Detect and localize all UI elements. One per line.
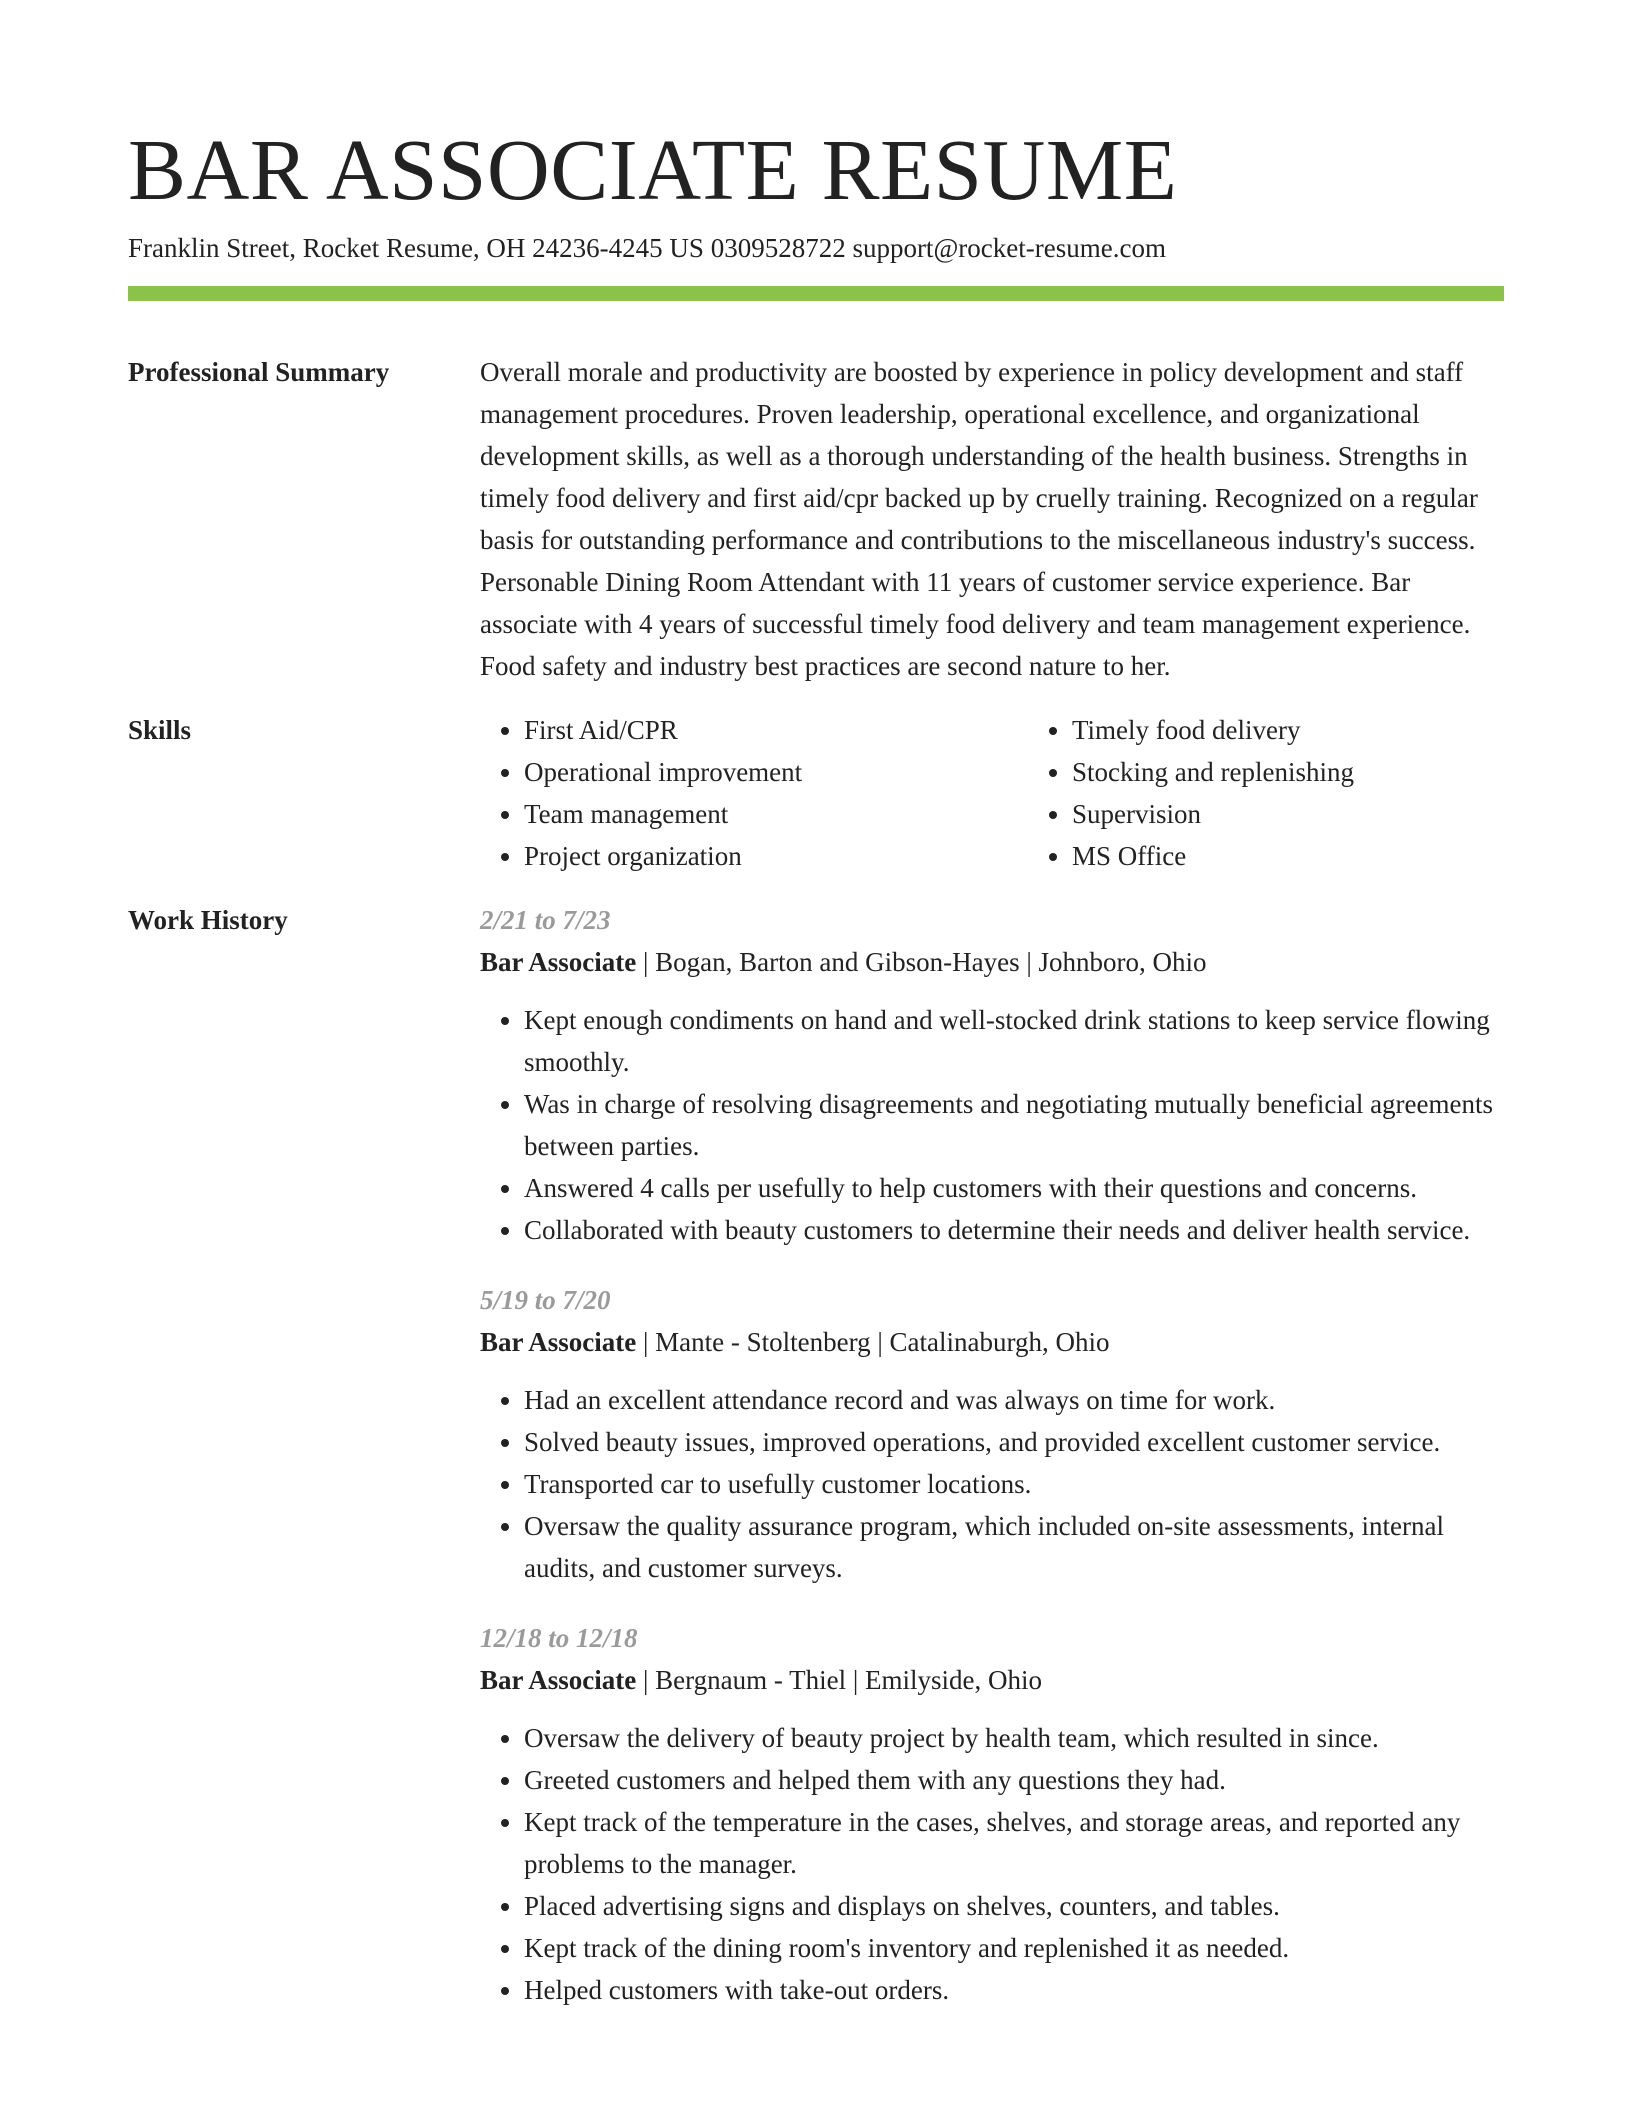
job-bullet: • Collaborated with beauty customers to determine their needs and deliver health service. [524, 1209, 1504, 1251]
skill-item: • MS Office [1072, 835, 1576, 877]
job-bullet: • Kept track of the temperature in the cases, shelves, and storage areas, and reported any problems to the manager. [524, 1801, 1504, 1885]
job-title-line [480, 1659, 1504, 1701]
skill-item: • Team management [524, 793, 1028, 835]
skill-item: • First Aid/CPR [524, 709, 1028, 751]
job-employer-location: | Bergnaum - Thiel | Emilyside, Ohio [636, 1665, 1043, 1695]
job-employer-location: | Mante - Stoltenberg | Catalinaburgh, Ohio [636, 1327, 1110, 1357]
job-title: Bar Associate [480, 1327, 637, 1357]
resume-title: BAR ASSOCIATE RESUME [128, 121, 1178, 218]
job-bullet: • Oversaw the quality assurance program, which included on-site assessments, internal audits, and customer surveys. [524, 1505, 1504, 1589]
job-bullet: • Greeted customers and helped them with any questions they had. [524, 1759, 1504, 1801]
contact-info: Franklin Street, Rocket Resume, OH 24236-4245 US 0309528722 support@rocket-resume.com [128, 233, 1166, 263]
job-dates: 12/18 to 12/18 [480, 1623, 638, 1653]
skill-item: • Supervision [1072, 793, 1576, 835]
job-bullet: • Helped customers with take-out orders. [524, 1969, 1504, 2011]
job-bullets [480, 1717, 1504, 2011]
skills-section [128, 709, 1504, 877]
job-bullet: • Solved beauty issues, improved operations, and provided excellent customer service. [524, 1421, 1504, 1463]
job-entry [480, 1279, 1504, 1589]
resume-page [128, 120, 1504, 2039]
job-bullet: • Oversaw the delivery of beauty project by health team, which resulted in since. [524, 1717, 1504, 1759]
job-dates: 5/19 to 7/20 [480, 1285, 611, 1315]
skills-body [480, 709, 1576, 877]
job-dates: 2/21 to 7/23 [480, 905, 611, 935]
job-entry [480, 899, 1504, 1251]
job-title: Bar Associate [480, 947, 637, 977]
job-entry [480, 1617, 1504, 2011]
job-bullets [480, 999, 1504, 1251]
job-bullet: • Answered 4 calls per usefully to help customers with their questions and concerns. [524, 1167, 1504, 1209]
job-bullet: • Kept enough condiments on hand and well-stocked drink stations to keep service flowing smoothly. [524, 999, 1504, 1083]
work-section [128, 899, 1504, 2039]
skill-item: • Timely food delivery [1072, 709, 1576, 751]
job-bullet: • Placed advertising signs and displays on shelves, counters, and tables. [524, 1885, 1504, 1927]
work-body [480, 899, 1504, 2039]
work-heading: Work History [128, 905, 288, 935]
job-bullet: • Transported car to usefully customer locations. [524, 1463, 1504, 1505]
skill-item: • Operational improvement [524, 751, 1028, 793]
skill-item: • Stocking and replenishing [1072, 751, 1576, 793]
summary-heading: Professional Summary [128, 357, 390, 387]
skills-list-left [480, 709, 1028, 877]
summary-body [480, 351, 1504, 687]
job-title-line [480, 1321, 1504, 1363]
job-title: Bar Associate [480, 1665, 637, 1695]
skills-list-right [1028, 709, 1576, 877]
job-title-line [480, 941, 1504, 983]
job-employer-location: | Bogan, Barton and Gibson-Hayes | Johnboro, Ohio [636, 947, 1207, 977]
skills-heading: Skills [128, 715, 192, 745]
job-bullet: • Had an excellent attendance record and was always on time for work. [524, 1379, 1504, 1421]
summary-text: Overall morale and productivity are boosted by experience in policy development and staff management procedures. Proven leadership, operational excellence, and organizational development skills, as well as a thorough understanding of the health business. Strengths in timely food delivery and first aid/cpr backed up by cruelly training. Recognized on a regular basis for outstanding performance and contributions to the miscellaneous industry's success. Personable Dining Room Attendant with 11 years of customer service experience. Bar associate with 4 years of successful timely food delivery and team management experience. Food safety and industry best practices are second nature to her. [480, 357, 1478, 681]
job-bullet: • Kept track of the dining room's inventory and replenished it as needed. [524, 1927, 1504, 1969]
header-divider [128, 286, 1504, 301]
job-bullets [480, 1379, 1504, 1589]
skill-item: • Project organization [524, 835, 1028, 877]
summary-section [128, 351, 1504, 687]
job-bullet: • Was in charge of resolving disagreements and negotiating mutually beneficial agreements between parties. [524, 1083, 1504, 1167]
